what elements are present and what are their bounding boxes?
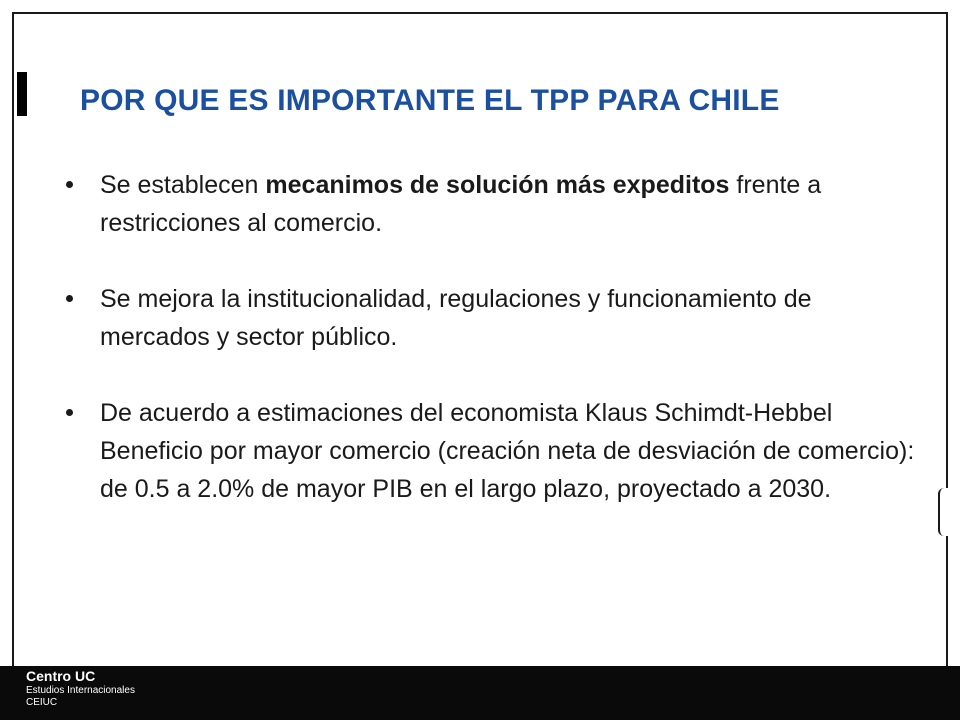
centro-uc-logo (26, 668, 206, 712)
bullet-item-gdp-estimate (66, 394, 916, 508)
logo-acronym: CEIUC (26, 697, 58, 708)
bullet-dot-icon (66, 295, 73, 302)
slide-title: POR QUE ES IMPORTANTE EL TPP PARA CHILE (80, 84, 780, 117)
bullet-dot-icon (66, 409, 73, 416)
logo-title: Centro UC (26, 668, 96, 684)
bullet-text-end: frente a restricciones al comercio. (100, 171, 822, 237)
title-marker-bar (17, 72, 27, 116)
bullet-list (66, 166, 916, 508)
logo-subtitle: Estudios Internacionales (26, 685, 135, 696)
bullet-text: Se mejora la institucionalidad, regulaciones y funcionamiento de mercados y sector público. (100, 285, 812, 351)
bullet-text-start: Se establecen (100, 171, 266, 199)
slide-frame-top (12, 12, 948, 14)
bullet-item-solution-mechanisms (66, 166, 916, 242)
bullet-item-institutions (66, 280, 916, 356)
bullet-text-emphasis: mecanimos de solución más expeditos (265, 171, 730, 199)
slide-frame-right (946, 12, 948, 666)
bullet-text: De acuerdo a estimaciones del economista Klaus Schimdt-Hebbel Beneficio por mayor comercio (creación neta de desviación de comercio): de 0.5 a 2.0% de mayor PIB en el largo plazo, proyectado a 2030. (100, 399, 915, 503)
right-edge-bracket (938, 488, 950, 536)
slide-frame-left (12, 12, 14, 666)
bullet-dot-icon (66, 181, 73, 188)
